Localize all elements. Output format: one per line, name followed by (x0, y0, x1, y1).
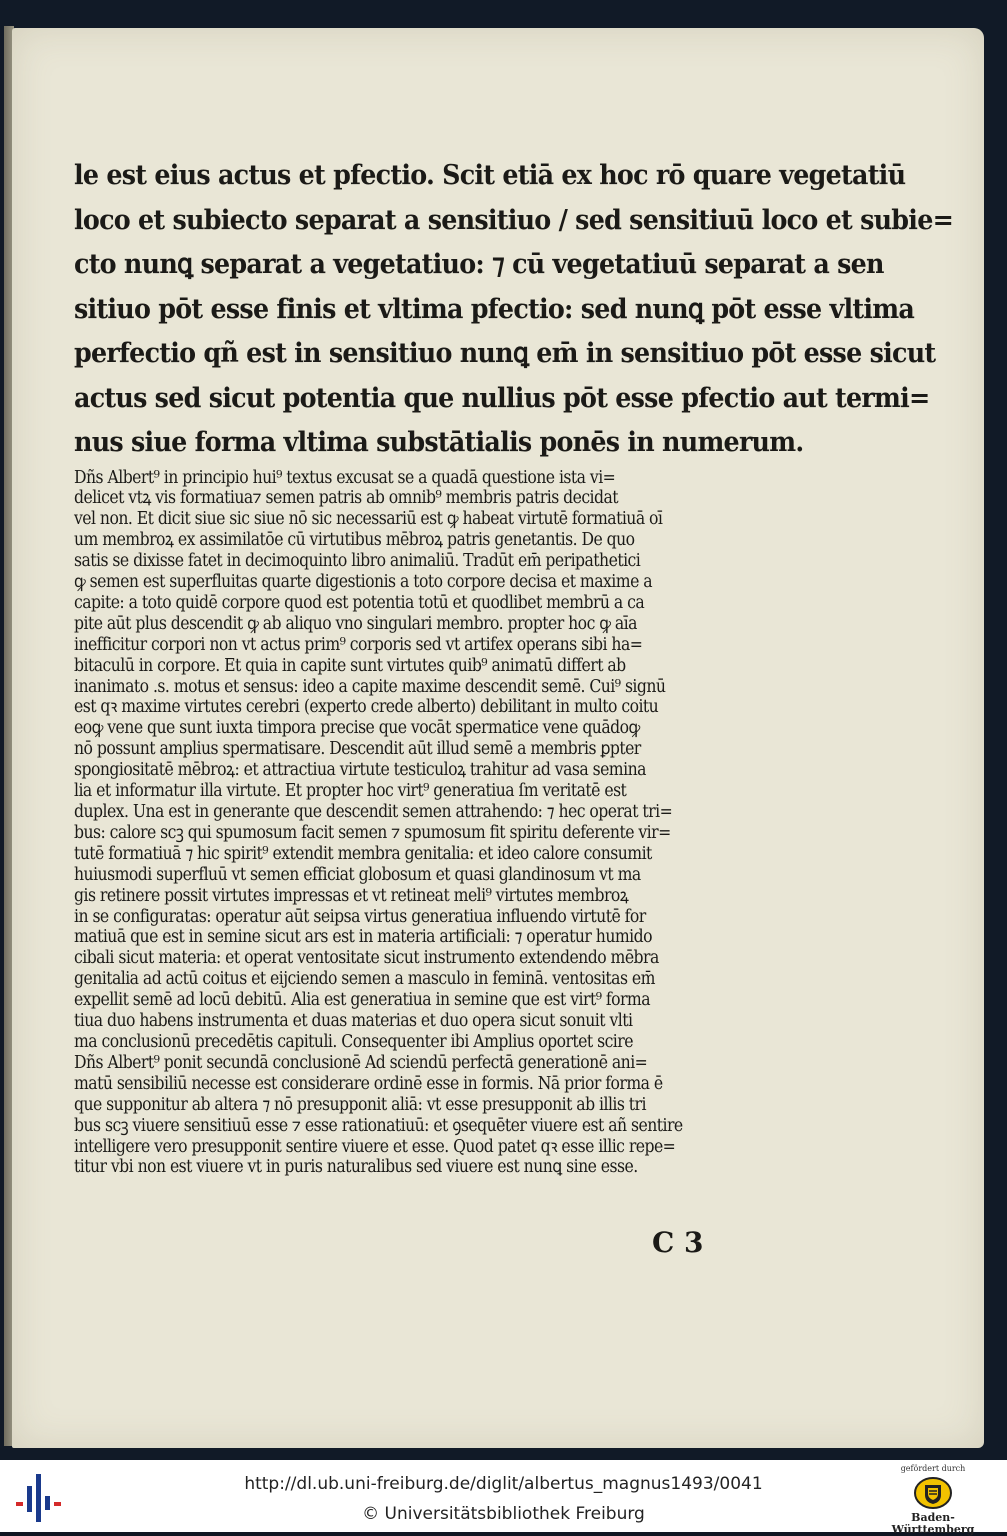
sponsor-badge (874, 1464, 992, 1536)
sponsor-name: Baden-Württemberg (891, 1511, 975, 1536)
commentary-line: inanimato .s. motus et sensus: ideo a capite maxime descendit semē. Cui⁹ signū (74, 676, 666, 697)
commentary-line: bus scꝫ viuere sensitiuū esse ⁊ esse rationatiuū: et ꝯsequēter viuere est añ sentire (74, 1115, 683, 1136)
commentary-line: ma conclusionū precedētis capituli. Consequenter ibi Amplius oportet scire (74, 1031, 633, 1052)
large-type-block (74, 154, 954, 466)
text-line: actus sed sicut potentia que nullius pōt esse pfectio aut termi= (74, 382, 930, 414)
commentary-line: eoꝙ vene que sunt iuxta timpora precise que vocāt spermatice vene quādoꝙ (74, 718, 640, 739)
commentary-line: titur vbi non est viuere vt in puris naturalibus sed viuere est nunꝗ sine esse. (74, 1157, 638, 1178)
baden-wuerttemberg-coat-of-arms-icon (913, 1476, 953, 1510)
commentary-line: bus: calore scꝫ qui spumosum facit semen ⁊ spumosum fit spiritu deferente vir= (74, 822, 671, 843)
commentary-line: ꝙ semen est superfluitas quarte digestionis a toto corpore decisa et maxime a (74, 572, 653, 593)
commentary-line: huiusmodi superfluū vt semen efficiat globosum et quasi glandinosum vt ma (74, 864, 641, 885)
text-line: nus siue forma vltima substātialis ponēs in numerum. (74, 427, 804, 458)
commentary-line: duplex. Una est in generante que descendit semen attrahendo: ⁊ hec operat tri= (74, 802, 673, 822)
commentary-line: tiua duo habens instrumenta et duas materias et duo opera sicut sonuit vlti (74, 1011, 633, 1032)
signature-mark: C 3 (652, 1226, 704, 1259)
commentary-line: pite aūt plus descendit ꝙ ab aliquo vno singulari membro. propter hoc ꝙ aīa (74, 613, 637, 634)
commentary-line: tutē formatiuā ⁊ hic spirit⁹ extendit membra genitalia: et ideo calore consumit (74, 843, 652, 864)
text-line: perfectio qñ est in sensitiuo nunꝗ em̄ in sensitiuo pōt esse sicut (74, 338, 936, 369)
small-type-commentary-block (74, 468, 744, 1179)
commentary-line: satis se dixisse fatet in decimoquinto libro animaliū. Tradūt em̄ peripathetici (74, 551, 641, 572)
commentary-line: gis retinere possit virtutes impressas et vt retineat meli⁹ virtutes membroꝝ (74, 885, 629, 906)
footer (0, 1460, 1007, 1536)
text-line: sitiuo pōt esse finis et vltima pfectio: sed nunꝗ pōt esse vltima (74, 293, 915, 325)
commentary-line: nō possunt amplius spermatisare. Descendit aūt illud semē a membris ꝑpter (74, 739, 641, 760)
commentary-line: bitaculū in corpore. Et quia in capite sunt virtutes quib⁹ animatū differt ab (74, 655, 626, 676)
commentary-line: matiuā que est in semine sicut ars est in materia artificiali: ⁊ operatur humido (74, 927, 653, 948)
commentary-line: lia et informatur illa virtute. Et propter hoc virt⁹ generatiua ſm veritatē est (74, 781, 627, 802)
commentary-line: expellit semē ad locū debitū. Alia est generatiua in semine que est virt⁹ forma (74, 990, 651, 1011)
commentary-line: inefficitur corpori non vt actus prim⁹ corporis sed vt artifex operans sibi ha= (74, 634, 643, 655)
text-line: cto nunꝗ separat a vegetatiuo: ⁊ cū vegetatiuū separat a sen (74, 249, 884, 280)
book-page (12, 28, 984, 1448)
commentary-line: vel non. Et dicit siue sic siue nō sic necessariū est ꝙ habeat virtutē formatiuā oī (74, 509, 663, 530)
commentary-line: delicet vtꝝ vis formatiua⁊ semen patris ab omnib⁹ membris patris decidat (74, 488, 619, 509)
commentary-line: matū sensibiliū necesse est considerare ordinē esse in formis. Nā prior forma ē (74, 1073, 663, 1094)
text-line: le est eius actus et pfectio. Scit etiā ex hoc rō quare vegetatiū (74, 160, 906, 191)
copyright-text: © Universitätsbibliothek Freiburg (362, 1504, 645, 1524)
commentary-line: capite: a toto quidē corpore quod est potentia totū et quodlibet membrū a ca (74, 592, 645, 613)
commentary-line: Dñs Albert⁹ in principio hui⁹ textus excusat se a quadā questione ista vi= (74, 467, 616, 488)
sponsor-label: gefördert durch (900, 1464, 966, 1473)
text-block (74, 154, 954, 1178)
commentary-line: que supponitur ab altera ⁊ nō presupponit aliā: vt esse presupponit ab illis tri (74, 1094, 646, 1115)
text-line: loco et subiecto separat a sensitiuo / sed sensitiuū loco et subie= (74, 204, 954, 236)
commentary-line: est qꝛ maxime virtutes cerebri (experto crede alberto) debilitant in multo coitu (74, 697, 659, 718)
commentary-line: intelligere vero presupponit sentire viuere et esse. Quod patet qꝛ esse illic repe= (74, 1136, 676, 1157)
commentary-line: in se configuratas: operatur aūt seipsa virtus generatiua influendo virtutē for (74, 906, 646, 927)
commentary-line: um membroꝝ ex assimilatōe cū virtutibus mēbroꝝ patris genetantis. De quo (74, 530, 635, 551)
commentary-line: spongiositatē mēbroꝝ: et attractiua virtute testiculoꝝ trahitur ad vasa semina (74, 760, 646, 781)
commentary-line: cibali sicut materia: et operat ventositate sicut instrumento extendendo mēbra (74, 948, 659, 969)
commentary-line: Dñs Albert⁹ ponit secundā conclusionē Ad sciendū perfectā generationē ani= (74, 1052, 648, 1073)
document-url-link[interactable]: http://dl.ub.uni-freiburg.de/diglit/albertus_magnus1493/0041 (244, 1474, 763, 1494)
commentary-line: genitalia ad actū coitus et eijciendo semen a masculo in feminā. ventositas em̄ (74, 969, 655, 990)
